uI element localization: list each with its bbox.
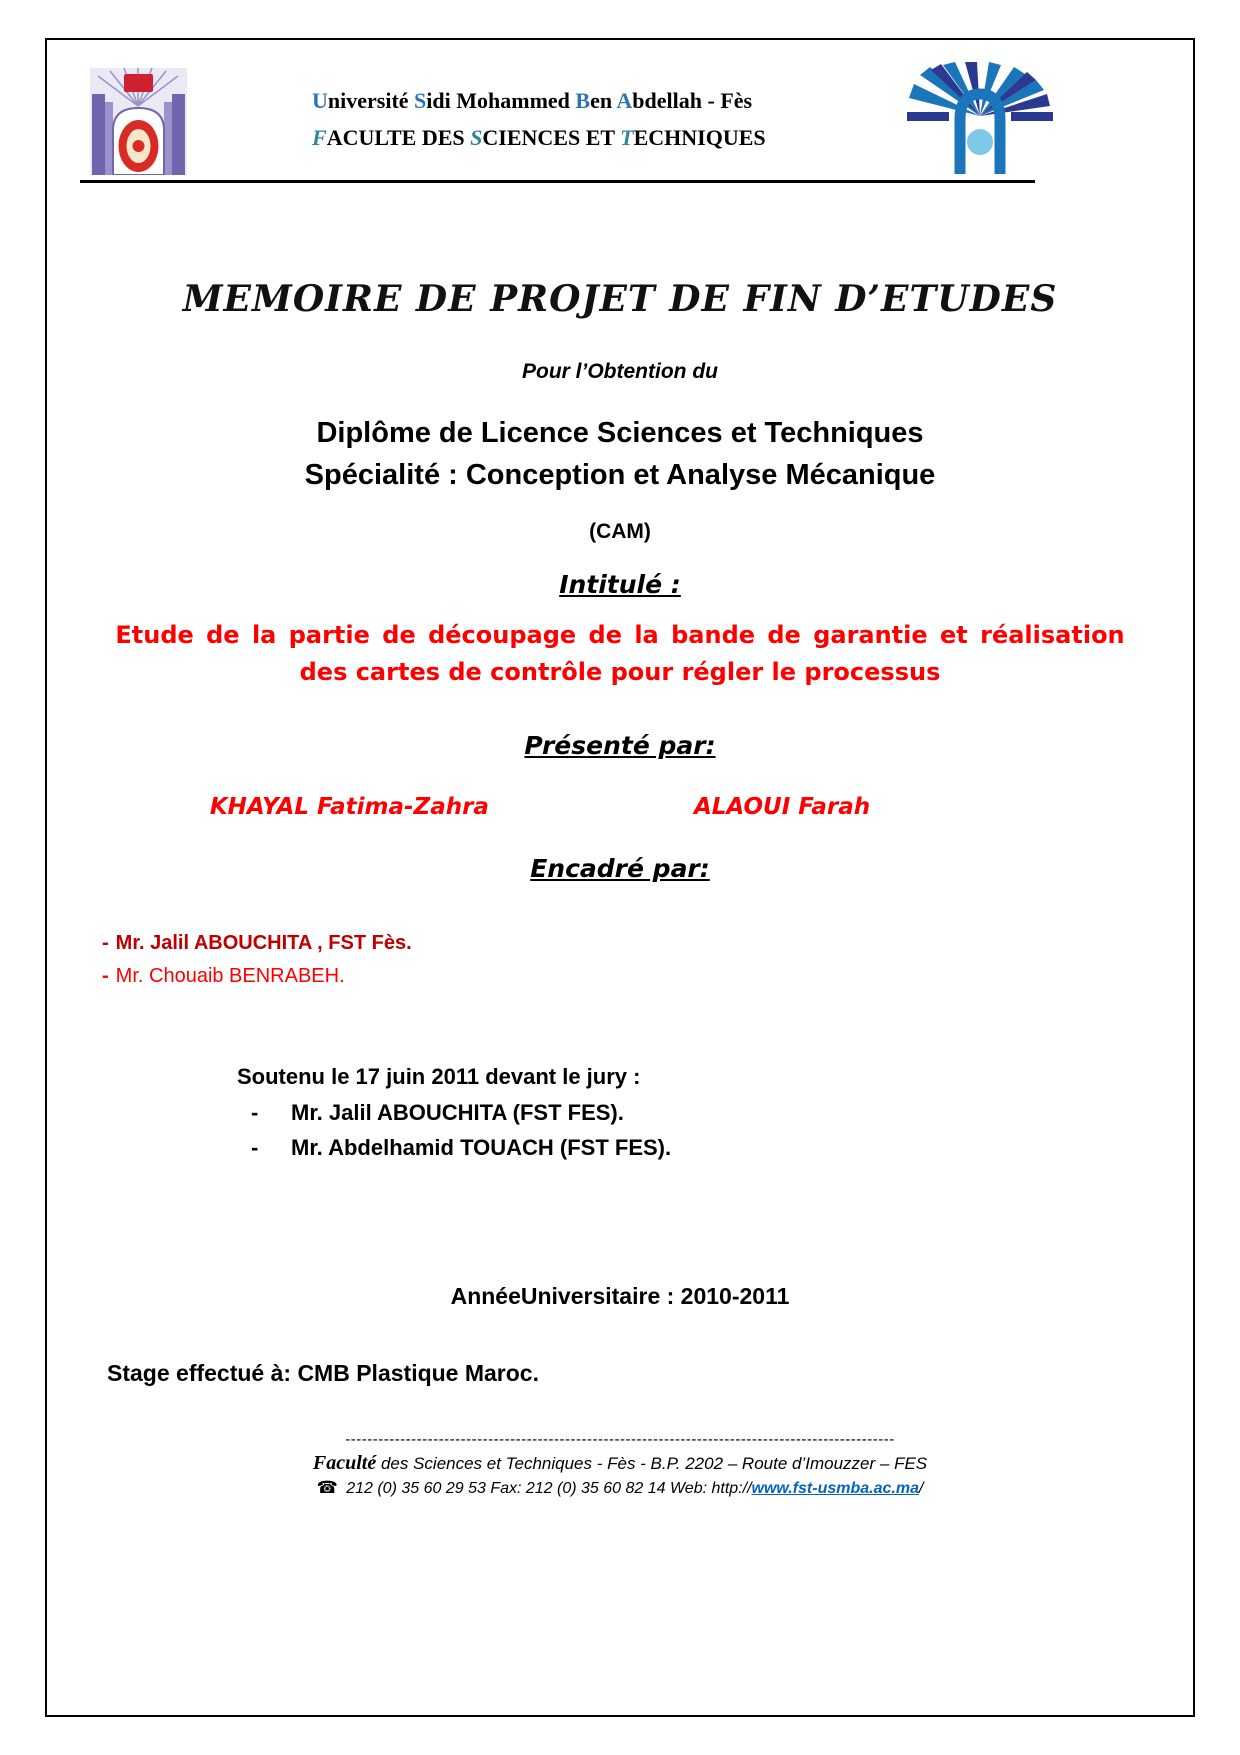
academic-year: AnnéeUniversitaire : 2010-2011 [450, 1283, 790, 1310]
text-segment: en [590, 88, 617, 113]
text-segment: - Fès [702, 88, 753, 113]
jury-block [237, 1059, 1193, 1165]
student-name-2: ALAOUI Farah [693, 794, 871, 821]
faculty-name [312, 119, 766, 156]
footer [47, 1431, 1193, 1498]
degree-line-2: Spécialité : Conception et Analyse Mécanique [304, 459, 936, 492]
degree-line-1: Diplôme de Licence Sciences et Techniques [316, 417, 924, 449]
supervisor-2-name: Mr. Chouaib BENRABEH. [115, 965, 345, 988]
list-dash: - [251, 1099, 259, 1125]
accent-letter: T [620, 125, 634, 150]
phone-icon: ☎ [316, 1478, 338, 1498]
text-segment: ACULTE DES [326, 125, 471, 150]
accent-letter: U [312, 88, 328, 113]
university-emblem-logo [90, 68, 187, 175]
list-dash: - [102, 965, 109, 988]
footer-address-text: des Sciences et Techniques - Fès - B.P. 2202 – Route d’Imouzzer – FES [376, 1454, 928, 1474]
thesis-subject [47, 617, 1193, 691]
supervisor-1 [102, 927, 1193, 960]
text-segment: ECHNIQUES [633, 125, 766, 150]
accent-letter: S [470, 125, 483, 150]
purpose-line: Pour l’Obtention du [522, 360, 718, 383]
footer-address-line [47, 1452, 1193, 1475]
jury-member [237, 1095, 1193, 1130]
footer-contact-text: 212 (0) 35 60 29 53 Fax: 212 (0) 35 60 82 14 Web: http:// [341, 1480, 752, 1498]
website-link[interactable]: www.fst-usmba.ac.ma [751, 1480, 919, 1498]
supervisors-list [102, 927, 1193, 993]
institution-name-block [312, 82, 766, 156]
subject-heading: Intitulé : [559, 570, 681, 600]
header [47, 40, 1193, 180]
main-content [47, 278, 1193, 1498]
text-segment: bdellah [632, 88, 702, 113]
supervised-by-heading: Encadré par: [530, 854, 710, 884]
supervisor-1-name: Mr. Jalil ABOUCHITA , FST Fès. [115, 932, 412, 955]
accent-letter: F [312, 125, 327, 150]
accent-letter: B [575, 88, 591, 113]
student-name-1: KHAYAL Fatima-Zahra [209, 794, 489, 821]
degree-title [47, 412, 1193, 496]
text-segment: CIENCES ET [482, 125, 621, 150]
fst-logo [905, 62, 1055, 178]
document-title: MEMOIRE DE PROJET DE FIN D’ETUDES [182, 278, 1058, 320]
subject-line-1: Etude de la partie de découpage de la bande de garantie et réalisation [115, 621, 1125, 650]
footer-contact-suffix: / [918, 1480, 924, 1498]
list-dash: - [251, 1134, 259, 1160]
footer-divider-dashes: ---------------------------------------------------------------------------------------------------- [345, 1431, 895, 1449]
header-divider [80, 180, 1035, 183]
supervisor-2 [102, 960, 1193, 993]
list-dash: - [102, 932, 109, 955]
specialty-abbreviation: (CAM) [589, 520, 651, 544]
accent-letter: S [414, 88, 427, 113]
accent-letter: A [616, 88, 633, 113]
footer-contact-line [47, 1478, 1193, 1498]
presented-by-heading: Présenté par: [524, 731, 716, 761]
university-name [312, 82, 766, 119]
students-row [0, 794, 1113, 820]
jury-intro: Soutenu le 17 juin 2011 devant le jury : [237, 1064, 641, 1090]
text-segment: idi Mohammed [426, 88, 576, 113]
jury-member-name: Mr. Abdelhamid TOUACH (FST FES). [291, 1134, 672, 1160]
footer-faculty-name: Faculté [312, 1452, 377, 1475]
jury-member [237, 1130, 1193, 1165]
jury-member-name: Mr. Jalil ABOUCHITA (FST FES). [291, 1099, 624, 1125]
page-border [45, 38, 1195, 1717]
text-segment: niversité [327, 88, 415, 113]
subject-line-2: des cartes de contrôle pour régler le processus [299, 658, 941, 687]
internship-location: Stage effectué à: CMB Plastique Maroc. [107, 1360, 539, 1387]
